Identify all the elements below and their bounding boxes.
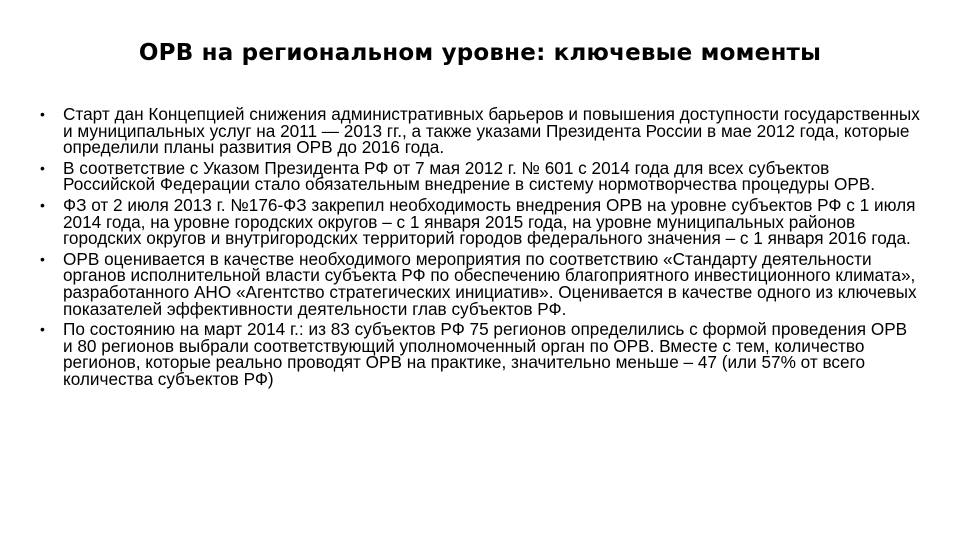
slide-title: ОРВ на региональном уровне: ключевые моменты [138, 40, 822, 66]
bullet-item [40, 157, 920, 195]
bullet-item [40, 321, 920, 387]
bullet-dot-icon: • [40, 321, 45, 338]
bullet-item [40, 248, 920, 319]
bullet-text: ФЗ от 2 июля 2013 г. №176-ФЗ закрепил необходимость внедрения ОРВ на уровне субъектов РФ с 1 июля 2014 года, на уровне городских округов – с 1 января 2015 года, на уровне муниципальных районов городских округов и внутригородских территорий городов федерального значения – с 1 января 2016 года. [63, 194, 916, 249]
bullet-item [40, 106, 920, 156]
bullet-text: Старт дан Концепцией снижения административных барьеров и повышения доступности государственных и муниципальных услуг на 2011 — 2013 гг., а также указами Президента России в мае 2012 года, которые определили планы развития ОРВ до 2016 года. [63, 104, 920, 158]
bullet-list [40, 106, 920, 392]
bullet-dot-icon: • [40, 106, 45, 122]
bullet-dot-icon: • [40, 196, 45, 213]
bullet-text: ОРВ оценивается в качестве необходимого мероприятия по соответствию «Стандарту деятельности органов исполнительной власти субъекта РФ по обеспечению благоприятного инвестиционного климата», разработанного АНО «Агентство стратегических инициатив». Оценивается в качестве одного из ключевых показателей эффективности деятельности глав субъектов РФ. [63, 248, 917, 319]
bullet-dot-icon: • [40, 159, 45, 176]
bullet-dot-icon: • [40, 250, 45, 267]
bullet-text: В соответствие с Указом Президента РФ от 7 мая 2012 г. № 601 с 2014 года для всех субъектов Российской Федерации стало обязательным внедрение в систему нормотворчества процедуры ОРВ. [63, 157, 876, 195]
bullet-text: По состоянию на март 2014 г.: из 83 субъектов РФ 75 регионов определились с формой проведения ОРВ и 80 регионов выбрали соответствующий уполномоченный орган по ОРВ. Вместе с тем, количество регионов, которые реально проводят ОРВ на практике, значительно меньше – 47 (или 57% от всего количества субъектов РФ) [63, 319, 908, 389]
bullet-item [40, 194, 920, 249]
